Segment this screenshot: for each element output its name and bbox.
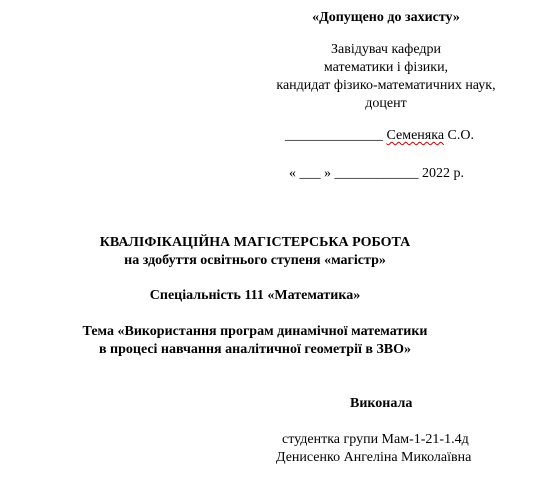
date-close-quote: » bbox=[324, 166, 331, 181]
approval-position-line2: математики і фізики, bbox=[323, 60, 449, 75]
signature-blank: ______________ bbox=[285, 128, 383, 143]
author-heading: Виконала bbox=[350, 396, 413, 411]
thesis-topic-line1: Тема «Використання програм динамічної математики bbox=[82, 324, 428, 339]
approval-heading: «Допущено до захисту» bbox=[312, 10, 460, 25]
signature-line bbox=[285, 127, 474, 144]
approval-title: доцент bbox=[365, 96, 407, 111]
signer-surname: Семеняка bbox=[386, 128, 445, 143]
author-group: студентка групи Мам-1-21-1.4д bbox=[282, 432, 469, 447]
thesis-specialty: Спеціальність 111 «Математика» bbox=[149, 288, 361, 303]
date-open-quote: « bbox=[289, 166, 296, 181]
thesis-type: КВАЛІФІКАЦІЙНА МАГІСТЕРСЬКА РОБОТА bbox=[99, 235, 411, 250]
date-month-blank: ____________ bbox=[334, 166, 419, 181]
approval-degree-line: кандидат фізико-математичних наук, bbox=[276, 78, 496, 93]
thesis-degree: на здобуття освітнього ступеня «магістр» bbox=[124, 253, 386, 268]
approval-date bbox=[289, 165, 464, 182]
date-day-blank: ___ bbox=[299, 166, 321, 181]
approval-position-line1: Завідувач кафедри bbox=[331, 42, 441, 57]
author-name: Денисенко Ангеліна Миколаївна bbox=[276, 450, 472, 465]
date-year: 2022 р. bbox=[422, 166, 464, 181]
signer-initials: С.О. bbox=[444, 128, 474, 143]
thesis-topic-line2: в процесі навчання аналітичної геометрії в ЗВО» bbox=[98, 342, 412, 357]
